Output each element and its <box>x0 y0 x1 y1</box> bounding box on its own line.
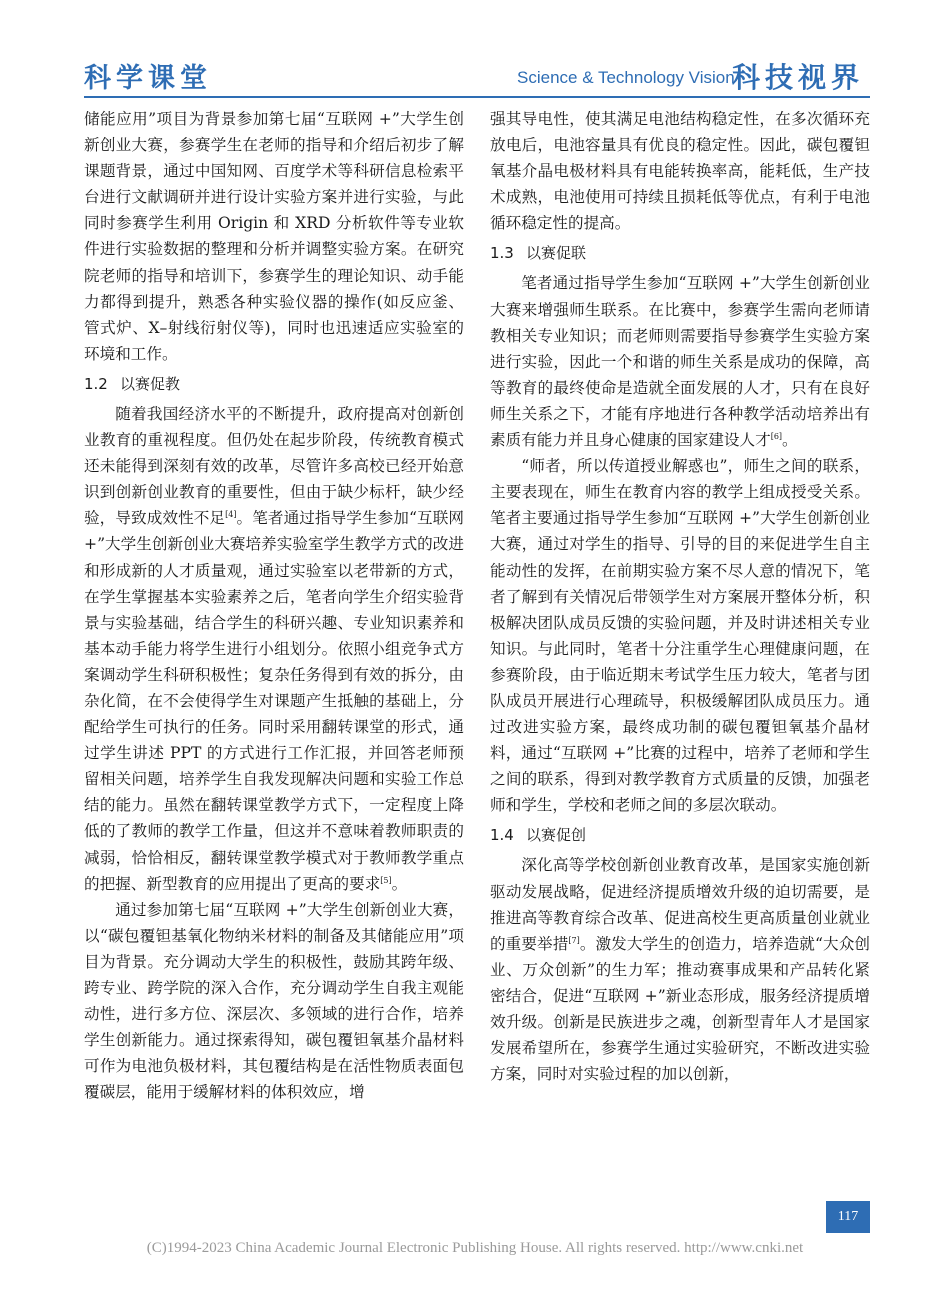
paragraph-text: 深化高等学校创新创业教育改革，是国家实施创新驱动发展战略，促进经济提质增效升级的迫切需要，是推进高等教育综合改革、促进高校生更高质量创业就业的重要举措 <box>490 856 870 953</box>
section-number: 1.4 <box>490 826 514 845</box>
section-heading-1-3 <box>490 240 870 266</box>
journal-title-cn: 科学课堂 <box>84 63 212 94</box>
left-column <box>84 106 464 1105</box>
section-heading-1-4 <box>490 822 870 848</box>
intro-paragraph: 储能应用”项目为背景参加第七届“互联网 +”大学生创新创业大赛，参赛学生在老师的指导和介绍后初步了解课题背景，通过中国知网、百度学术等科研信息检索平台进行文献调研并进行设计实验方案并进行实验，与此同时参赛学生利用 Origin 和 XRD 分析软件等专业软件进行实验数据的整理和分析并调整实验方案。在研究院老师的指导和培训下，参赛学生的理论知识、动手能力都得到提升，熟悉各种实验仪器的操作(如反应釜、管式炉、X–射线衍射仪等)，同时也迅速适应实验室的环境和工作。 <box>84 110 464 363</box>
paragraph-text: 。笔者通过指导学生参加“互联网 +”大学生创新创业大赛培养实验室学生教学方式的改进和形成新的人才质量观，通过实验室以老带新的方式，在学生掌握基本实验素养之后，笔者向学生介绍实验背景与实验基础，结合学生的科研兴趣、专业知识素养和基本动手能力将学生进行小组划分。依照小组竞争式方案调动学生科研积极性；复杂任务得到有效的拆分，由杂化简，在不会使得学生对课题产生抵触的基础上，分配给学生可执行的任务。同时采用翻转课堂的形式，通过学生讲述 PPT 的方式进行工作汇报，并回答老师预留相关问题，培养学生自我发现解决问题和实验工作总结的能力。虽然在翻转课堂教学方式下，一定程度上降低的了教师的教学工作量，但这并不意味着教师职责的减弱，恰恰相反，翻转课堂教学模式对于教师教学重点的把握、新型教育的应用提出了更高的要求 <box>84 509 464 893</box>
header-divider <box>84 96 870 98</box>
journal-title-cn-right: 科技视界 <box>732 61 865 94</box>
paragraph-text: 。激发大学生的创造力，培养造就“大众创业、万众创新”的生力军；推动赛事成果和产品转化紧密结合，促进“互联网 +”新业态形成，服务经济提质增效升级。创新是民族进步之魂，创新型青年人才是国家发展希望所在，参赛学生通过实验研究，不断改进实验方案，同时对实验过程的加以创新， <box>490 934 870 1084</box>
paragraph-1-4-a <box>490 852 870 1087</box>
paragraph-text: 随着我国经济水平的不断提升，政府提高对创新创业教育的重视程度。但仍处在起步阶段，传统教育模式还未能得到深刻有效的改革，尽管许多高校已经开始意识到创新创业教育的重要性，但由于缺少标杆，缺少经验，导致成效性不足 <box>84 404 464 528</box>
paragraph-text: 。 <box>391 874 408 893</box>
paragraph-1-2-c: 通过参加第七届“互联网 +”大学生创新创业大赛，以“碳包覆钽基氧化物纳米材料的制备及其储能应用”项目为背景。充分调动大学生的积极性，鼓励其跨年级、跨专业、跨学院的深入合作，充分调动学生自我主观能动性，进行多方位、深层次、多领域的进行合作，培养学生创新能力。通过探索得知，碳包覆钽氧基介晶材料可作为电池负极材料，其包覆结构是在活性物质表面包覆碳层，能用于缓解材料的体积效应，增 <box>84 900 464 1102</box>
section-title: 以赛促联 <box>526 244 587 263</box>
citation-ref: [7] <box>568 935 580 945</box>
citation-ref: [5] <box>380 875 392 885</box>
section-number: 1.2 <box>84 374 108 393</box>
paragraph-text: 笔者通过指导学生参加“互联网 +”大学生创新创业大赛来增强师生联系。在比赛中，参赛学生需向老师请教相关专业知识；而老师则需要指导参赛学生实验方案进行实验，因此一个和谐的师生关系是成功的保障，高等教育的最终使命是造就全面发展的人才，只有在良好师生关系之下，才能有序地进行各种教学活动培养出有素质有能力并且身心健康的国家建设人才 <box>490 274 870 450</box>
paragraph-1-3-b: “师者，所以传道授业解惑也”，师生之间的联系，主要表现在，师生在教育内容的教学上组成授受关系。笔者主要通过指导学生参加“互联网 +”大学生创新创业大赛，通过对学生的指导、引导的目的来促进学生自主能动性的发挥，在前期实验方案不尽人意的情况下，笔者了解到有关情况后带领学生对方案展开整体分析，积极解决团队成员反馈的实验问题，并及时讲述相关专业知识。与此同时，笔者十分注重学生心理健康问题，在参赛阶段，由于临近期末考试学生压力较大，笔者与团队成员开展进行心理疏导，积极缓解团队成员压力。通过改进实验方案，最终成功制的碳包覆钽氧基介晶材料，通过“互联网 +”比赛的过程中，培养了老师和学生之间的联系，得到对教学教育方式质量的反馈，加强老师和学生，学校和老师之间的多层次联动。 <box>490 457 870 815</box>
section-title: 以赛促创 <box>526 826 587 845</box>
paragraph-1-2-a <box>84 401 464 897</box>
continued-paragraph: 强其导电性，使其满足电池结构稳定性，在多次循环充放电后，电池容量具有优良的稳定性。因此，碳包覆钽氧基介晶电极材料具有电能转换率高，能耗低，生产技术成熟，电池使用可持续且损耗低等优点，有利于电池循环稳定性的提高。 <box>490 110 870 233</box>
section-heading-1-2 <box>84 371 464 397</box>
right-column <box>490 106 870 1087</box>
citation-ref: [4] <box>225 510 237 520</box>
citation-ref: [6] <box>770 432 783 442</box>
section-title: 以赛促教 <box>120 374 181 393</box>
copyright-footer: (C)1994-2023 China Academic Journal Electronic Publishing House. All rights reserved. http://www.cnki.net <box>146 1240 804 1256</box>
section-number: 1.3 <box>490 244 514 263</box>
page-number: 117 <box>826 1201 870 1233</box>
journal-title-en: Science & Technology Vision <box>517 68 735 87</box>
paragraph-text: 。 <box>782 431 798 450</box>
paragraph-1-3-a <box>490 270 870 453</box>
